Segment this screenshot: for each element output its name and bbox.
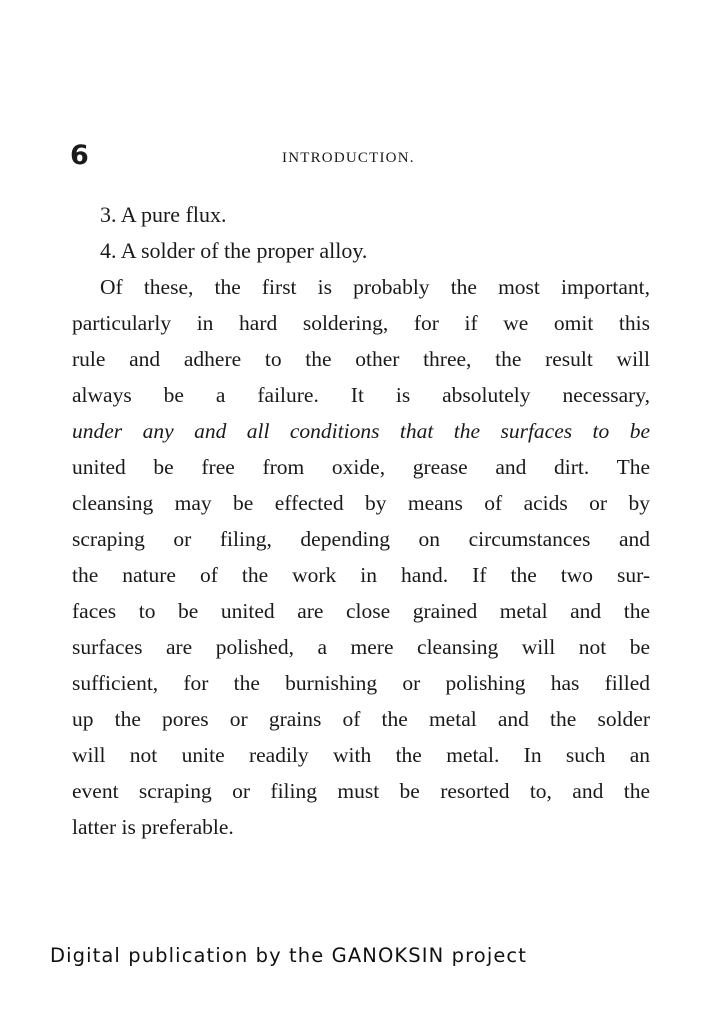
paragraph-line: cleansing may be effected by means of acids or by xyxy=(72,491,650,515)
list-item-text: A solder of the proper alloy. xyxy=(120,238,368,263)
paragraph-line: up the pores or grains of the metal and the solder xyxy=(72,707,650,731)
paragraph-line: united be free from oxide, grease and dirt. The xyxy=(72,455,650,479)
list-item-number: 4. xyxy=(100,238,117,263)
page-number: 6 xyxy=(70,140,89,171)
paragraph-line: the nature of the work in hand. If the two sur- xyxy=(72,563,650,587)
paragraph-line: particularly in hard soldering, for if we omit this xyxy=(72,311,650,335)
paragraph-line: faces to be united are close grained metal and the xyxy=(72,599,650,623)
paragraph-line: Of these, the first is probably the most important, xyxy=(100,275,650,299)
publication-footer: Digital publication by the GANOKSIN project xyxy=(50,944,527,967)
paragraph-line: scraping or filing, depending on circumstances and xyxy=(72,527,650,551)
paragraph-line: always be a failure. It is absolutely necessary, xyxy=(72,383,650,407)
paragraph-line: sufficient, for the burnishing or polishing has filled xyxy=(72,671,650,695)
paragraph-line: rule and adhere to the other three, the result will xyxy=(72,347,650,371)
paragraph-line: surfaces are polished, a mere cleansing will not be xyxy=(72,635,650,659)
list-item-text: A pure flux. xyxy=(120,202,227,227)
paragraph-line: latter is preferable. xyxy=(72,815,234,839)
list-item-number: 3. xyxy=(100,202,117,227)
list-item xyxy=(100,201,227,229)
list-item xyxy=(100,237,367,265)
paragraph-line: under any and all conditions that the surfaces to be xyxy=(72,419,650,443)
running-head: INTRODUCTION. xyxy=(282,150,415,166)
paragraph-line: will not unite readily with the metal. In such an xyxy=(72,743,650,767)
paragraph-line: event scraping or filing must be resorted to, and the xyxy=(72,779,650,803)
